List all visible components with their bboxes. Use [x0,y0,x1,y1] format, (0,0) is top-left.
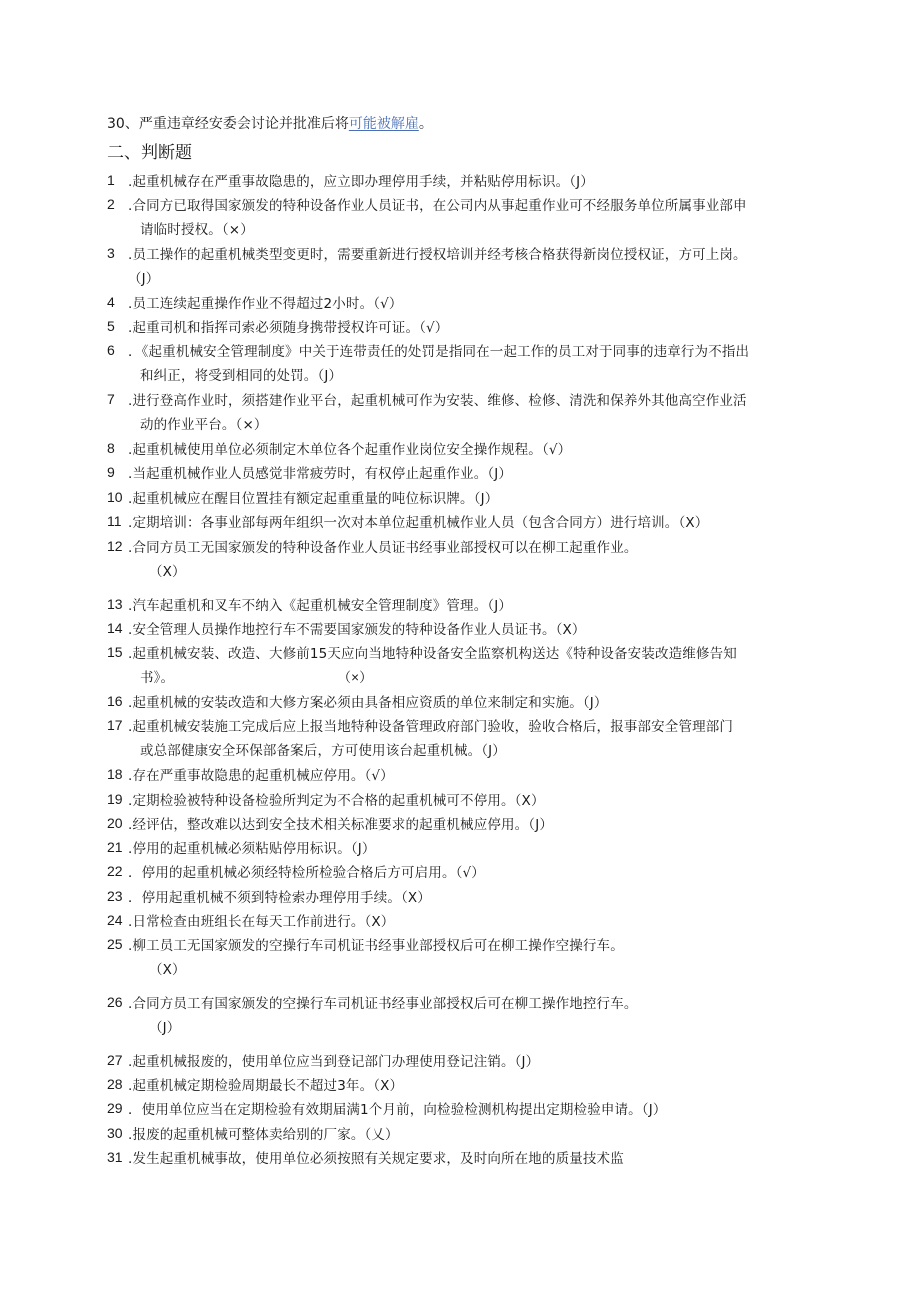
item-number: 9 [107,464,115,480]
answer-mark: （×） [344,670,373,685]
item-text: .发生起重机械事故，使用单位必须按照有关规定要求，及时向所在地的质量技术监 [128,1151,624,1167]
item-number: 11 [107,513,122,529]
item-text: .起重机械的安装改造和大修方案必须由具备相应资质的单位来制定和实施。（J） [128,695,608,711]
item-text: .报废的起重机械可整体卖给别的厂家。（乂） [128,1127,399,1143]
item-text: .汽车起重机和叉车不纳入《起重机械安全管理制度》管理。（J） [128,598,513,614]
item-number: 10 [107,489,123,505]
item-text: .起重机械定期检验周期最长不超过3年。（X） [128,1078,404,1094]
item-number: 24 [107,912,123,928]
item-number: 26 [107,994,123,1010]
item-text-continued [128,666,833,690]
item-text: .存在严重事故隐患的起重机械应停用。（√） [128,768,394,784]
item-number: 22 [107,863,123,879]
item-number: 21 [107,839,123,855]
item-text: .经评估，整改难以达到安全技术相关标准要求的起重机械应停用。（J） [128,817,553,833]
question-30-text: 30、严重违章经安委会讨论并批准后将 [107,116,349,132]
item-number: 29 [107,1100,123,1116]
item-number: 31 [107,1149,123,1165]
item-number: 30 [107,1125,123,1141]
item-number: 14 [107,620,123,636]
item-number: 28 [107,1076,123,1092]
item-number: 7 [107,391,115,407]
item-text: .日常检查由班组长在每天工作前进行。（X） [128,914,395,930]
item-number: 2 [107,196,115,212]
item-text-continued: 和纠正，将受到相同的处罚。（J） [140,368,343,384]
item-text: .起重机械安装施工完成后应上报当地特种设备管理政府部门验收，验收合格后，报事部安全管理部门 [128,719,734,735]
item-text: ．使用单位应当在定期检验有效期届满1个月前，向检验检测机构提出定期检验申请。（J） [128,1102,667,1118]
item-number: 6 [107,342,115,358]
item-number: 19 [107,791,123,807]
item-number: 12 [107,538,123,554]
item-number: 15 [107,644,123,660]
item-text: ．停用起重机械不须到特检索办理停用手续。（X） [128,890,431,906]
item-text: .停用的起重机械必须粘贴停用标识。（J） [128,841,376,857]
question-30-suffix: 。 [418,116,433,132]
item-text: .安全管理人员操作地控行车不需要国家颁发的特种设备作业人员证书。（X） [128,622,586,638]
item-text: ．停用的起重机械必须经特检所检验合格后方可启用。（√） [128,865,485,881]
item-text-continued: 请临时授权。（×） [140,222,254,238]
item-number: 8 [107,440,115,456]
item-number: 16 [107,693,123,709]
item-number: 27 [107,1052,123,1068]
item-text: .起重机械存在严重事故隐患的，应立即办理停用手续，并粘贴停用标识。（J） [128,174,594,190]
answer-link[interactable]: 可能被解雇 [348,116,419,132]
item-text: .定期检验被特种设备检验所判定为不合格的起重机械可不停用。（X） [128,793,545,809]
item-text-continued: （X） [149,564,186,580]
item-text-continued-body: 书》。 [140,670,175,686]
item-text: .当起重机械作业人员感觉非常疲劳时，有权停止起重作业。（J） [128,466,513,482]
item-text-continued: （X） [149,962,186,978]
item-text: ．《起重机械安全管理制度》中关于连带责任的处罚是指同在一起工作的员工对于同事的违章行为不指出 [128,344,750,360]
section-heading: 二、判断题 [107,143,192,163]
item-number: 20 [107,815,123,831]
item-text: .起重司机和指挥司索必须随身携带授权许可证。（√） [128,320,449,336]
item-number: 17 [107,717,123,733]
item-text: .合同方员工无国家颁发的特种设备作业人员证书经事业部授权可以在柳工起重作业。 [128,540,638,556]
item-number: 25 [107,936,123,952]
item-text: .员工连续起重操作作业不得超过2小时。（√） [128,296,403,312]
item-number: 3 [107,245,115,261]
item-text: .合同方已取得国家颁发的特种设备作业人员证书，在公司内从事起重作业可不经服务单位所属事业部申 [128,198,747,214]
item-number: 18 [107,766,123,782]
item-number: 13 [107,596,123,612]
item-text-continued: 或总部健康安全环保部备案后，方可使用该台起重机械。（J） [140,743,506,759]
item-text-continued: 动的作业平台。（×） [140,417,268,433]
item-text: .员工操作的起重机械类型变更时，需要重新进行授权培训并经考核合格获得新岗位授权证，方可上岗。 [128,247,747,263]
item-text: .起重机械报废的，使用单位应当到登记部门办理使用登记注销。（J） [128,1054,540,1070]
item-text: .起重机械应在醒目位置挂有额定起重重量的吨位标识牌。（J） [128,491,499,507]
item-text: .合同方员工有国家颁发的空操行车司机证书经事业部授权后可在柳工操作地控行车。 [128,996,638,1012]
item-text: .定期培训：各事业部每两年组织一次对本单位起重机械作业人员（包含合同方）进行培训。（X） [128,515,709,531]
item-text-continued: （J） [128,271,160,287]
item-number: 23 [107,888,123,904]
question-30-multiple-choice [107,115,433,133]
item-text: .进行登高作业时，须搭建作业平台，起重机械可作为安装、维修、检修、清洗和保养外其他高空作业活 [128,393,747,409]
item-text-continued: （J） [149,1020,181,1036]
item-number: 1 [107,172,115,188]
item-text: .柳工员工无国家颁发的空操行车司机证书经事业部授权后可在柳工操作空操行车。 [128,938,624,954]
item-number: 5 [107,318,115,334]
item-text: .起重机械安装、改造、大修前15天应向当地特种设备安全监察机构送达《特种设备安装改造维修告知 [128,646,737,662]
item-number: 4 [107,294,115,310]
item-text: .起重机械使用单位必须制定木单位各个起重作业岗位安全操作规程。（√） [128,442,572,458]
